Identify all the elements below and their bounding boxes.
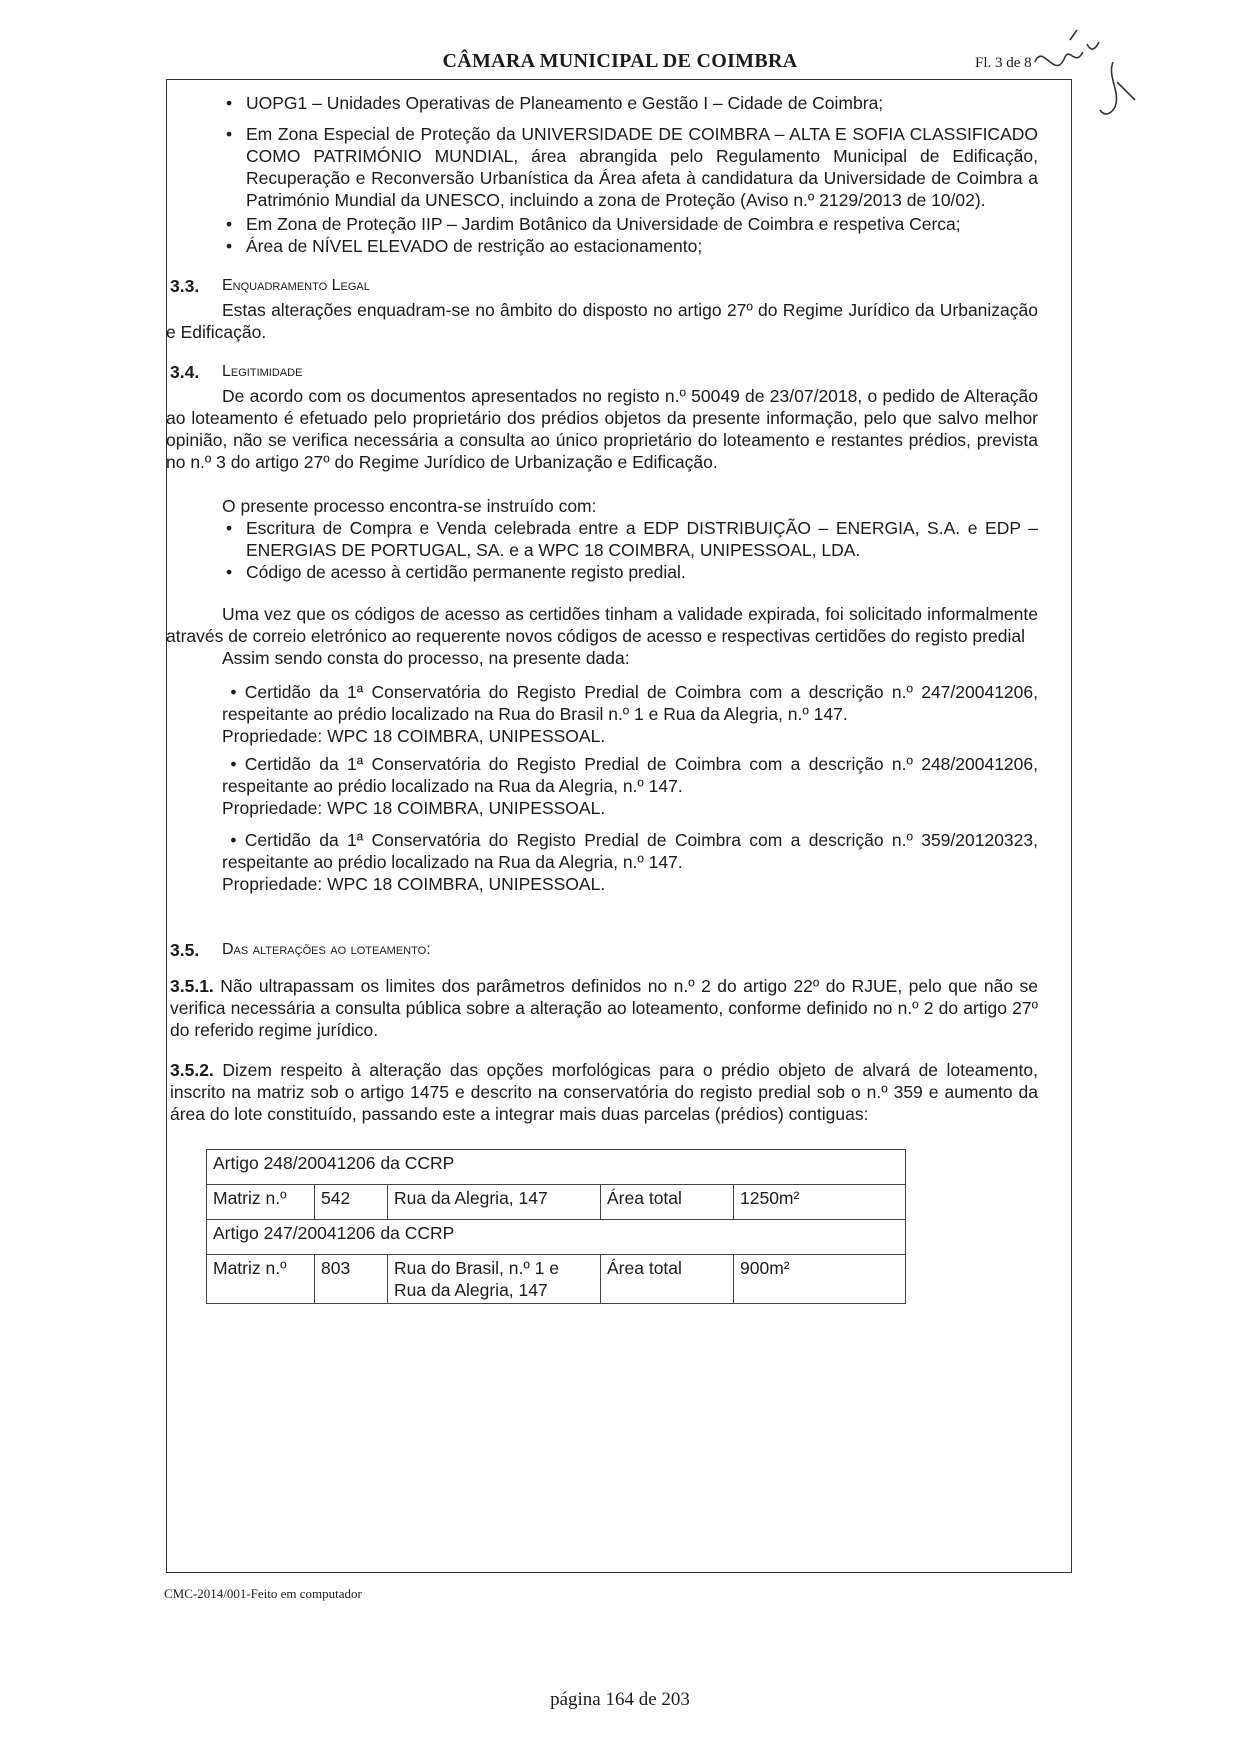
certificate-owner: Propriedade: WPC 18 COIMBRA, UNIPESSOAL.: [222, 874, 606, 894]
area-label: Área total: [601, 1185, 734, 1220]
expired-codes-paragraph: Uma vez que os códigos de acesso as certidões tinham a validade expirada, foi solicitado informalmente através de correio eletrónico ao requerente novos códigos de acesso e respectivas certidões do registo predial: [166, 604, 1038, 646]
bullet-text: UOPG1 – Unidades Operativas de Planeamento e Gestão I – Cidade de Coimbra;: [246, 93, 884, 113]
certificate-item: [166, 753, 1072, 819]
bullet-text: Em Zona Especial de Proteção da UNIVERSIDADE DE COIMBRA – ALTA E SOFIA CLASSIFICADO COMO PATRIMÓNIO MUNDIAL, área abrangida pelo Regulamento Municipal de Edificação, Recuperação e Reconversão Urbanística da Área afeta à candidatura da Universidade de Coimbra a Património Mundial da UNESCO, incluindo a zona de Proteção (Aviso n.º 2129/2013 de 10/02).: [246, 124, 1038, 210]
bullet-icon: •: [222, 830, 245, 850]
bullet-text: Em Zona de Proteção IIP – Jardim Botânico da Universidade de Coimbra e respetiva Cerca;: [246, 214, 961, 234]
matrix-number: 542: [315, 1185, 388, 1220]
section-number: 3.5.: [170, 940, 200, 960]
area-label: Área total: [601, 1255, 734, 1304]
table-row: [207, 1220, 906, 1255]
subsection-text: Não ultrapassam os limites dos parâmetros definidos no n.º 2 do artigo 22º do RJUE, pelo que não se verifica necessária a consulta pública sobre a alteração ao loteamento, conforme definido no n.º 2 do artigo 27º do referido regime jurídico.: [170, 976, 1038, 1040]
section-heading-3-3: [166, 275, 1072, 299]
parcels-table: [206, 1149, 906, 1304]
certificate-text: Certidão da 1ª Conservatória do Registo Predial de Coimbra com a descrição n.º 247/20041206, respeitante ao prédio localizado na Rua do Brasil n.º 1 e Rua da Alegria, n.º 147.: [222, 682, 1038, 724]
table-row: [207, 1150, 906, 1185]
bullet-icon: •: [226, 518, 233, 538]
subsection-text: Dizem respeito à alteração das opções morfológicas para o prédio objeto de alvará de loteamento, inscrito na matriz sob o artigo 1475 e descrito na conservatória do registo predial sob o n.º 359 e aumento da área do lote constituído, passando este a integrar mais duas parcelas (prédios) contiguas:: [170, 1060, 1038, 1124]
instruction-item: [166, 561, 1072, 583]
certificate-text: Certidão da 1ª Conservatória do Registo Predial de Coimbra com a descrição n.º 359/20120323, respeitante ao prédio localizado na Rua da Alegria, n.º 147.: [222, 830, 1038, 872]
section-title: Das alterações ao loteamento:: [222, 941, 431, 958]
bullet-icon: •: [222, 682, 245, 702]
instruction-text: Código de acesso à certidão permanente registo predial.: [246, 562, 686, 582]
section-number: 3.4.: [170, 362, 200, 382]
bullet-icon: •: [222, 754, 245, 774]
matrix-label: Matriz n.º: [207, 1185, 315, 1220]
matrix-number: 803: [315, 1255, 388, 1304]
section-heading-3-5: [166, 939, 1072, 963]
section-heading-3-4: [166, 361, 1072, 385]
certificate-owner: Propriedade: WPC 18 COIMBRA, UNIPESSOAL.: [222, 726, 606, 746]
bullet-icon: •: [226, 214, 233, 234]
bullet-text: Área de NÍVEL ELEVADO de restrição ao estacionamento;: [246, 236, 703, 256]
bullet-item: [166, 123, 1072, 211]
instruction-text: Escritura de Compra e Venda celebrada entre a EDP DISTRIBUIÇÃO – ENERGIA, S.A. e EDP – ENERGIAS DE PORTUGAL, SA. e a WPC 18 COIMBRA, UNIPESSOAL, LDA.: [246, 518, 1038, 560]
subsection-3-5-2: [166, 1059, 1072, 1125]
parcel-heading: Artigo 248/20041206 da CCRP: [207, 1150, 906, 1185]
bullet-item: [166, 213, 1072, 235]
area-value: 900m²: [734, 1255, 906, 1304]
table-row: [207, 1255, 906, 1304]
subsection-number: 3.5.2.: [170, 1060, 214, 1080]
certificate-item: [166, 829, 1072, 895]
subsection-3-5-1: [166, 975, 1072, 1041]
section-number: 3.3.: [170, 276, 200, 296]
matrix-label: Matriz n.º: [207, 1255, 315, 1304]
bullet-icon: •: [226, 93, 233, 113]
document-header-title: CÂMARA MUNICIPAL DE COIMBRA: [442, 50, 798, 72]
instruction-intro: O presente processo encontra-se instruído com:: [222, 496, 597, 516]
folio-number: Fl. 3 de 8: [975, 55, 1032, 71]
bullet-icon: •: [226, 236, 233, 256]
parcel-heading: Artigo 247/20041206 da CCRP: [207, 1220, 906, 1255]
page-number: página 164 de 203: [550, 1689, 690, 1710]
bullet-icon: •: [226, 124, 233, 144]
certificate-owner: Propriedade: WPC 18 COIMBRA, UNIPESSOAL.: [222, 798, 606, 818]
instruction-item: [166, 517, 1072, 561]
certificate-text: Certidão da 1ª Conservatória do Registo Predial de Coimbra com a descrição n.º 248/20041206, respeitante ao prédio localizado na Rua da Alegria, n.º 147.: [222, 754, 1038, 796]
parcel-address: Rua do Brasil, n.º 1 e Rua da Alegria, 147: [388, 1255, 601, 1304]
document-body: [166, 92, 1072, 1304]
form-code: CMC-2014/001-Feito em computador: [164, 1586, 362, 1601]
section-paragraph: De acordo com os documentos apresentados no registo n.º 50049 de 23/07/2018, o pedido de Alteração ao loteamento é efetuado pelo proprietário dos prédios objetos da presente informação, pelo que salvo melhor opinião, não se verifica necessária a consulta ao único proprietário do loteamento e restantes prédios, prevista no n.º 3 do artigo 27º do Regime Jurídico de Urbanização e Edificação.: [166, 386, 1038, 472]
bullet-icon: •: [226, 562, 233, 582]
section-paragraph: Estas alterações enquadram-se no âmbito do disposto no artigo 27º do Regime Jurídico da Urbanização e Edificação.: [166, 300, 1038, 342]
section-title: Legitimidade: [222, 363, 303, 380]
section-title: Enquadramento Legal: [222, 277, 370, 294]
table-row: [207, 1185, 906, 1220]
subsection-number: 3.5.1.: [170, 976, 214, 996]
parcel-address: Rua da Alegria, 147: [388, 1185, 601, 1220]
certificate-list: [166, 681, 1072, 895]
process-contents-intro: Assim sendo consta do processo, na presente dada:: [222, 648, 630, 668]
bullet-item: [166, 235, 1072, 257]
bullet-item: [166, 92, 1072, 114]
area-value: 1250m²: [734, 1185, 906, 1220]
certificate-item: [166, 681, 1072, 747]
